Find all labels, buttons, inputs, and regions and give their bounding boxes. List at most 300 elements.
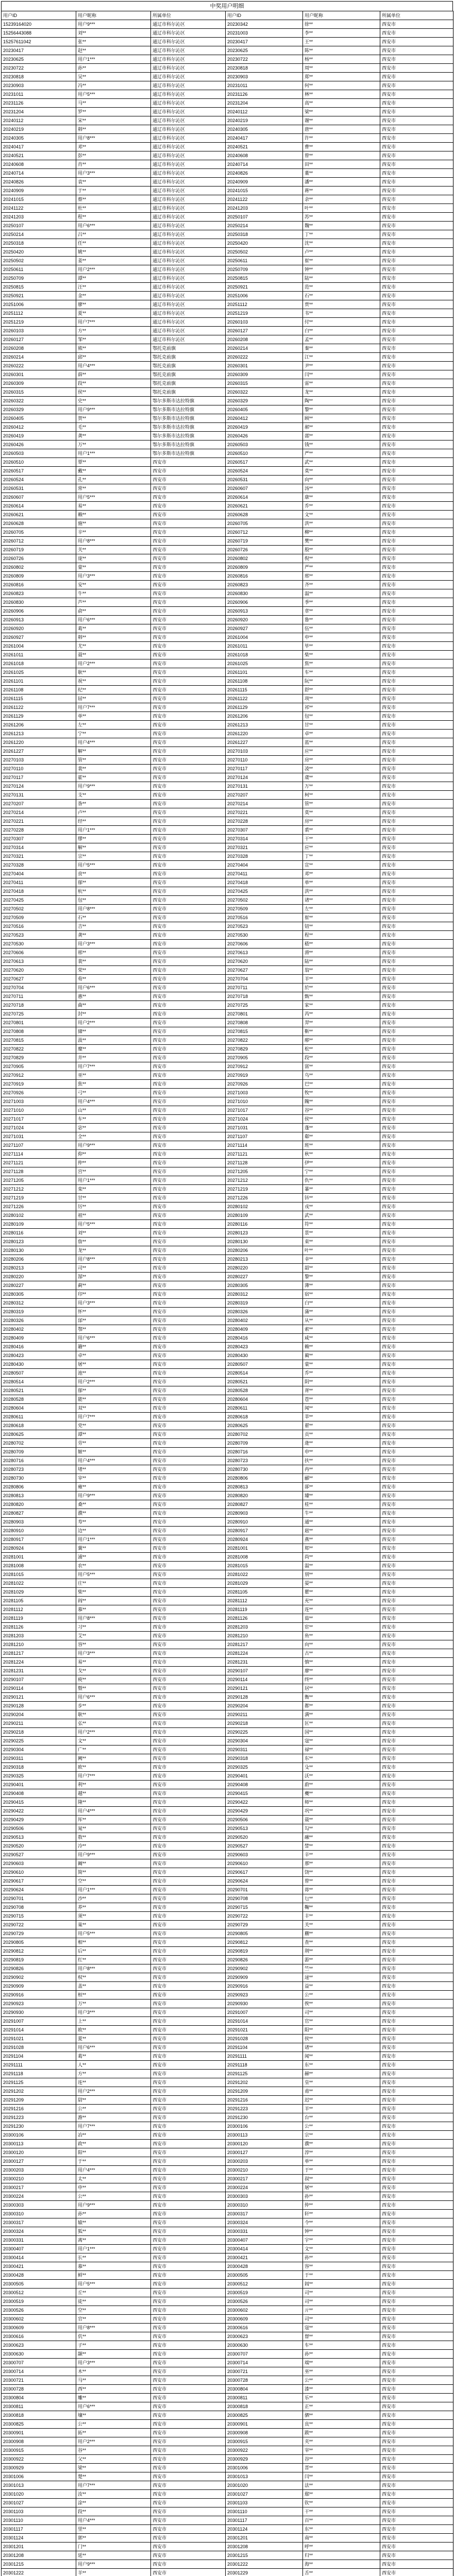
nickname-cell: 居**: [303, 1684, 380, 1693]
nickname-cell: 支**: [76, 791, 151, 800]
table-row: [2, 1001, 453, 1010]
unit-cell: 西安市: [380, 2131, 453, 2140]
unit-cell: 西安市: [151, 589, 226, 598]
user-id-cell: 20250709: [2, 274, 76, 283]
nickname-cell: 楚**: [76, 2472, 151, 2481]
unit-cell: 西安市: [151, 2078, 226, 2087]
nickname-cell: 仉**: [76, 2332, 151, 2341]
user-id-cell: 20271114: [2, 1150, 76, 1159]
nickname-cell: 滑**: [303, 948, 380, 957]
nickname-cell: 厍**: [76, 1816, 151, 1824]
nickname-cell: 韦**: [303, 309, 380, 318]
nickname-cell: 钱**: [303, 440, 380, 449]
nickname-cell: 用户9***: [76, 1851, 151, 1859]
table-row: [2, 2324, 453, 2332]
user-id-cell: 15257611042: [2, 38, 76, 46]
unit-cell: 西安市: [151, 1956, 226, 1964]
user-id-cell: 20280416: [2, 1343, 76, 1351]
nickname-cell: 用户4***: [76, 2516, 151, 2525]
unit-cell: 西安市: [151, 747, 226, 756]
unit-cell: 西安市: [380, 1754, 453, 1763]
unit-cell: 西安市: [380, 2543, 453, 2551]
unit-cell: 西安市: [151, 607, 226, 616]
table-row: [2, 1185, 453, 1194]
unit-cell: 西安市: [380, 2560, 453, 2569]
nickname-cell: 韶**: [303, 1264, 380, 1273]
user-id-cell: 20271219: [226, 1185, 303, 1194]
unit-cell: 西安市: [380, 511, 453, 519]
unit-cell: 西安市: [151, 2087, 226, 2096]
user-id-cell: 20260927: [2, 633, 76, 642]
user-id-cell: 20290506: [226, 1816, 303, 1824]
table-row: [2, 642, 453, 651]
unit-cell: 西安市: [380, 861, 453, 870]
nickname-cell: 暴**: [303, 1185, 380, 1194]
table-row: [2, 1456, 453, 1465]
table-row: [2, 1500, 453, 1509]
user-id-cell: 20300623: [226, 2332, 303, 2341]
table-row: [2, 2534, 453, 2543]
user-id-cell: 20261004: [2, 642, 76, 651]
nickname-cell: 用户8***: [76, 2324, 151, 2332]
nickname-cell: 韩**: [76, 125, 151, 134]
user-id-cell: 20300217: [226, 2175, 303, 2183]
table-row: [2, 2306, 453, 2315]
unit-cell: 西安市: [151, 1019, 226, 1027]
table-row: [2, 572, 453, 581]
unit-cell: 西安市: [151, 1518, 226, 1527]
nickname-cell: 蒋**: [303, 187, 380, 195]
unit-cell: 西安市: [380, 1903, 453, 1912]
user-id-cell: 20260823: [226, 581, 303, 589]
user-id-cell: 20260705: [2, 528, 76, 537]
table-row: [2, 1229, 453, 1238]
user-id-cell: 20281217: [2, 1649, 76, 1658]
unit-cell: 西安市: [151, 852, 226, 861]
table-row: [2, 1535, 453, 1544]
table-row: [2, 817, 453, 826]
nickname-cell: 韩**: [76, 633, 151, 642]
unit-cell: 西安市: [380, 808, 453, 817]
table-row: [2, 1220, 453, 1229]
unit-cell: 西安市: [380, 467, 453, 476]
unit-cell: 西安市: [380, 756, 453, 765]
nickname-cell: 侯**: [76, 388, 151, 397]
user-id-cell: 20280416: [226, 1334, 303, 1343]
unit-cell: 西安市: [380, 1238, 453, 1246]
table-row: [2, 616, 453, 624]
nickname-cell: 安**: [76, 581, 151, 589]
unit-cell: 西安市: [151, 2131, 226, 2140]
nickname-cell: 后**: [76, 1947, 151, 1956]
user-id-cell: 20281224: [2, 1658, 76, 1667]
table-row: [2, 29, 453, 38]
unit-cell: 西安市: [151, 1001, 226, 1010]
table-row: [2, 1509, 453, 1518]
unit-cell: 西安市: [380, 1675, 453, 1684]
table-row: [2, 2026, 453, 2035]
nickname-cell: 父**: [76, 2455, 151, 2464]
user-id-cell: 20261011: [2, 651, 76, 659]
user-id-cell: 20290617: [2, 1877, 76, 1886]
unit-cell: 西安市: [151, 843, 226, 852]
unit-cell: 西安市: [151, 1202, 226, 1211]
table-row: [2, 1097, 453, 1106]
user-id-cell: 20300929: [226, 2455, 303, 2464]
user-id-cell: 20230417: [2, 46, 76, 55]
nickname-cell: 栾**: [76, 1185, 151, 1194]
unit-cell: 西安市: [380, 1045, 453, 1054]
user-id-cell: 20300721: [2, 2376, 76, 2385]
user-id-cell: 20261206: [2, 721, 76, 730]
nickname-cell: 用户3***: [76, 572, 151, 581]
user-id-cell: 20290128: [226, 1693, 303, 1702]
user-id-cell: 20270627: [2, 975, 76, 984]
unit-cell: 西安市: [151, 1141, 226, 1150]
unit-cell: 西安市: [380, 46, 453, 55]
table-row: [2, 1378, 453, 1386]
user-id-cell: 20300929: [2, 2464, 76, 2472]
unit-cell: 西安市: [151, 2192, 226, 2201]
unit-cell: 西安市: [380, 493, 453, 502]
nickname-cell: 乐**: [303, 2394, 380, 2402]
user-id-cell: 20290701: [2, 1894, 76, 1903]
nickname-cell: 乔**: [303, 502, 380, 511]
nickname-cell: 索**: [303, 1325, 380, 1334]
unit-cell: 西安市: [380, 528, 453, 537]
user-id-cell: 20260503: [2, 449, 76, 458]
table-row: [2, 1737, 453, 1745]
nickname-cell: 宗**: [76, 852, 151, 861]
user-id-cell: 20280312: [2, 1299, 76, 1308]
table-row: [2, 432, 453, 440]
unit-cell: 西安市: [151, 905, 226, 913]
user-id-cell: 20280903: [226, 1509, 303, 1518]
table-row: [2, 1807, 453, 1816]
nickname-cell: 崔**: [303, 257, 380, 265]
unit-cell: 西安市: [380, 677, 453, 686]
unit-cell: 西安市: [151, 1159, 226, 1167]
table-row: [2, 2113, 453, 2122]
unit-cell: 西安市: [380, 1710, 453, 1719]
user-id-cell: 20300113: [2, 2140, 76, 2148]
user-id-cell: 15239164020: [2, 20, 76, 29]
table-row: [2, 362, 453, 370]
unit-cell: 西安市: [380, 2078, 453, 2087]
unit-cell: 西安市: [151, 1413, 226, 1421]
nickname-cell: 郁**: [76, 878, 151, 887]
user-id-cell: 20290506: [2, 1824, 76, 1833]
unit-cell: 西安市: [380, 1964, 453, 1973]
nickname-cell: 项**: [303, 694, 380, 703]
unit-cell: 通辽市科尔沁区: [151, 169, 226, 178]
nickname-cell: 用户3***: [76, 1649, 151, 1658]
user-id-cell: 20300818: [2, 2411, 76, 2420]
table-row: [2, 808, 453, 817]
nickname-cell: 杜**: [76, 204, 151, 213]
unit-cell: 西安市: [380, 2218, 453, 2227]
user-id-cell: 20260412: [226, 414, 303, 423]
user-id-cell: 20270801: [2, 1019, 76, 1027]
user-id-cell: 20270606: [2, 948, 76, 957]
nickname-cell: 弓**: [76, 1089, 151, 1097]
nickname-cell: 国**: [303, 1728, 380, 1737]
table-row: [2, 1202, 453, 1211]
user-id-cell: 20300421: [226, 2253, 303, 2262]
user-id-cell: 20260309: [226, 370, 303, 379]
nickname-cell: 用户3***: [76, 1299, 151, 1308]
unit-cell: 西安市: [380, 1430, 453, 1439]
user-id-cell: 20270919: [226, 1071, 303, 1080]
unit-cell: 西安市: [380, 1632, 453, 1640]
user-id-cell: 20301110: [2, 2516, 76, 2525]
user-id-cell: 20300602: [226, 2306, 303, 2315]
nickname-cell: 用户6***: [76, 1693, 151, 1702]
nickname-cell: 付**: [303, 318, 380, 327]
unit-cell: 西安市: [151, 2061, 226, 2070]
unit-cell: 西安市: [151, 2551, 226, 2560]
table-row: [2, 2183, 453, 2192]
unit-cell: 西安市: [151, 2367, 226, 2376]
nickname-cell: 曾**: [303, 151, 380, 160]
table-row: [2, 2376, 453, 2385]
unit-cell: 西安市: [151, 2490, 226, 2499]
unit-cell: 西安市: [151, 940, 226, 948]
nickname-cell: 束**: [303, 1238, 380, 1246]
user-id-cell: 20301103: [2, 2507, 76, 2516]
nickname-cell: 桓**: [76, 1991, 151, 1999]
user-id-cell: 20300310: [2, 2210, 76, 2218]
unit-cell: 西安市: [380, 2385, 453, 2394]
user-id-cell: 20280806: [226, 1474, 303, 1483]
nickname-cell: 翟**: [303, 1421, 380, 1430]
user-id-cell: 20290318: [226, 1754, 303, 1763]
unit-cell: 西安市: [380, 2551, 453, 2560]
table-row: [2, 370, 453, 379]
table-row: [2, 2140, 453, 2148]
unit-cell: 西安市: [380, 116, 453, 125]
table-row: [2, 2464, 453, 2472]
table-row: [2, 2253, 453, 2262]
user-id-cell: 20261227: [226, 738, 303, 747]
unit-cell: 西安市: [151, 1509, 226, 1518]
nickname-cell: 俞**: [76, 607, 151, 616]
user-id-cell: 20281015: [2, 1570, 76, 1579]
unit-cell: 西安市: [380, 178, 453, 187]
nickname-cell: 寇**: [303, 2324, 380, 2332]
unit-cell: 西安市: [380, 239, 453, 248]
nickname-cell: 隗**: [303, 1097, 380, 1106]
user-id-cell: 20300217: [2, 2183, 76, 2192]
nickname-cell: 尉**: [76, 2096, 151, 2105]
user-id-cell: 20260719: [2, 546, 76, 554]
nickname-cell: 陆**: [303, 957, 380, 966]
nickname-cell: 家**: [303, 1001, 380, 1010]
table-row: [2, 800, 453, 808]
nickname-cell: 查**: [303, 1938, 380, 1947]
table-row: [2, 1045, 453, 1054]
table-row: [2, 353, 453, 362]
unit-cell: 西安市: [151, 896, 226, 905]
unit-cell: 西安市: [151, 948, 226, 957]
nickname-cell: 雍**: [76, 1483, 151, 1492]
user-id-cell: 20281029: [2, 1588, 76, 1597]
unit-cell: 西安市: [151, 2499, 226, 2507]
table-row: [2, 1929, 453, 1938]
nickname-cell: 雷**: [303, 379, 380, 388]
unit-cell: 西安市: [151, 537, 226, 546]
table-row: [2, 1877, 453, 1886]
nickname-cell: 侯**: [303, 1115, 380, 1124]
table-row: [2, 2455, 453, 2464]
unit-cell: 西安市: [380, 1185, 453, 1194]
user-id-cell: 20260802: [226, 554, 303, 563]
unit-cell: 鄂托克前旗: [151, 344, 226, 353]
user-id-cell: 20301110: [226, 2507, 303, 2516]
unit-cell: 西安市: [380, 1456, 453, 1465]
user-id-cell: 20280625: [226, 1421, 303, 1430]
user-id-cell: 20270704: [2, 984, 76, 992]
table-row: [2, 178, 453, 187]
table-row: [2, 1124, 453, 1132]
table-row: [2, 2429, 453, 2437]
user-id-cell: 20270307: [2, 835, 76, 843]
nickname-cell: 薄**: [303, 1281, 380, 1290]
nickname-cell: 羊**: [303, 2105, 380, 2113]
nickname-cell: 用户9***: [76, 782, 151, 791]
table-row: [2, 2245, 453, 2253]
nickname-cell: 伊**: [303, 1159, 380, 1167]
unit-cell: 西安市: [380, 1202, 453, 1211]
user-id-cell: 20271017: [226, 1106, 303, 1115]
user-id-cell: 20291104: [226, 2043, 303, 2052]
unit-cell: 西安市: [380, 1089, 453, 1097]
table-row: [2, 1413, 453, 1421]
unit-cell: 西安市: [151, 913, 226, 922]
unit-cell: 西安市: [380, 2271, 453, 2280]
nickname-cell: 郑**: [303, 73, 380, 81]
nickname-cell: 充**: [303, 1597, 380, 1605]
user-id-cell: 20300127: [2, 2157, 76, 2166]
table-row: [2, 765, 453, 773]
user-id-cell: 20280827: [2, 1509, 76, 1518]
nickname-cell: 仲**: [76, 1159, 151, 1167]
user-id-cell: 20270131: [226, 782, 303, 791]
nickname-cell: 用户1***: [76, 55, 151, 64]
table-row: [2, 2490, 453, 2499]
unit-cell: 西安市: [151, 782, 226, 791]
nickname-cell: 邢**: [303, 572, 380, 581]
nickname-cell: 高**: [303, 99, 380, 108]
unit-cell: 西安市: [380, 624, 453, 633]
unit-cell: 西安市: [151, 2201, 226, 2210]
nickname-cell: 邢**: [76, 948, 151, 957]
user-id-cell: 20251219: [226, 309, 303, 318]
nickname-cell: 乌**: [303, 1071, 380, 1080]
user-id-cell: 20270516: [2, 922, 76, 931]
unit-cell: 西安市: [151, 1649, 226, 1658]
nickname-cell: 潘**: [303, 178, 380, 187]
nickname-cell: 谷**: [303, 1106, 380, 1115]
user-id-cell: 20260920: [2, 624, 76, 633]
user-id-cell: 20280820: [226, 1492, 303, 1500]
unit-cell: 西安市: [151, 1456, 226, 1465]
nickname-cell: 权**: [76, 1973, 151, 1982]
nickname-cell: 广**: [76, 1745, 151, 1754]
unit-cell: 通辽市科尔沁区: [151, 335, 226, 344]
user-id-cell: 20301013: [2, 2481, 76, 2490]
user-id-cell: 20280910: [2, 1527, 76, 1535]
user-id-cell: 20300707: [226, 2350, 303, 2359]
unit-cell: 西安市: [151, 1833, 226, 1842]
unit-cell: 西安市: [380, 519, 453, 528]
unit-cell: 西安市: [380, 2166, 453, 2175]
nickname-cell: 方**: [76, 2070, 151, 2078]
unit-cell: 西安市: [380, 2507, 453, 2516]
user-id-cell: 20270912: [226, 1062, 303, 1071]
nickname-cell: 丘**: [76, 2289, 151, 2297]
table-row: [2, 239, 453, 248]
nickname-cell: 夏**: [76, 2035, 151, 2043]
user-id-cell: 20250318: [226, 230, 303, 239]
unit-cell: 西安市: [380, 2061, 453, 2070]
unit-cell: 西安市: [151, 922, 226, 931]
nickname-cell: 牛**: [303, 1509, 380, 1518]
nickname-cell: 殷**: [303, 546, 380, 554]
nickname-cell: 武**: [303, 458, 380, 467]
nickname-cell: 驷**: [303, 2411, 380, 2420]
user-id-cell: 20280409: [226, 1325, 303, 1334]
table-row: [2, 931, 453, 940]
nickname-cell: 焦**: [303, 659, 380, 668]
nickname-cell: 舌**: [303, 2569, 380, 2576]
user-id-cell: 20290311: [226, 1745, 303, 1754]
unit-cell: 西安市: [151, 870, 226, 878]
table-row: [2, 502, 453, 511]
unit-cell: 西安市: [380, 2280, 453, 2289]
unit-cell: 鄂尔多斯市达拉特旗: [151, 449, 226, 458]
unit-cell: 西安市: [151, 1842, 226, 1851]
user-id-cell: 20280220: [226, 1264, 303, 1273]
user-id-cell: 20260607: [2, 493, 76, 502]
unit-cell: 西安市: [151, 659, 226, 668]
unit-cell: 西安市: [151, 1238, 226, 1246]
user-id-cell: 20300113: [226, 2131, 303, 2140]
nickname-cell: 万**: [303, 782, 380, 791]
nickname-cell: 阮**: [303, 677, 380, 686]
nickname-cell: 羊**: [303, 975, 380, 984]
nickname-cell: 慎**: [303, 1658, 380, 1667]
user-id-cell: 20281008: [2, 1562, 76, 1570]
unit-cell: 西安市: [151, 1273, 226, 1281]
unit-cell: 西安市: [151, 2324, 226, 2332]
unit-cell: 西安市: [151, 2157, 226, 2166]
nickname-cell: 濮**: [303, 2140, 380, 2148]
nickname-cell: 蔚**: [303, 1781, 380, 1789]
unit-cell: 西安市: [380, 1281, 453, 1290]
nickname-cell: 西**: [76, 2385, 151, 2394]
nickname-cell: 申**: [303, 633, 380, 642]
nickname-cell: 冀**: [76, 1544, 151, 1553]
nickname-cell: 车**: [303, 668, 380, 677]
unit-cell: 西安市: [380, 1562, 453, 1570]
user-id-cell: 20290415: [226, 1789, 303, 1798]
user-id-cell: 20290225: [226, 1728, 303, 1737]
nickname-cell: 须**: [76, 1912, 151, 1921]
nickname-cell: 宇**: [303, 2236, 380, 2245]
user-id-cell: 20270228: [226, 817, 303, 826]
nickname-cell: 温**: [303, 1562, 380, 1570]
